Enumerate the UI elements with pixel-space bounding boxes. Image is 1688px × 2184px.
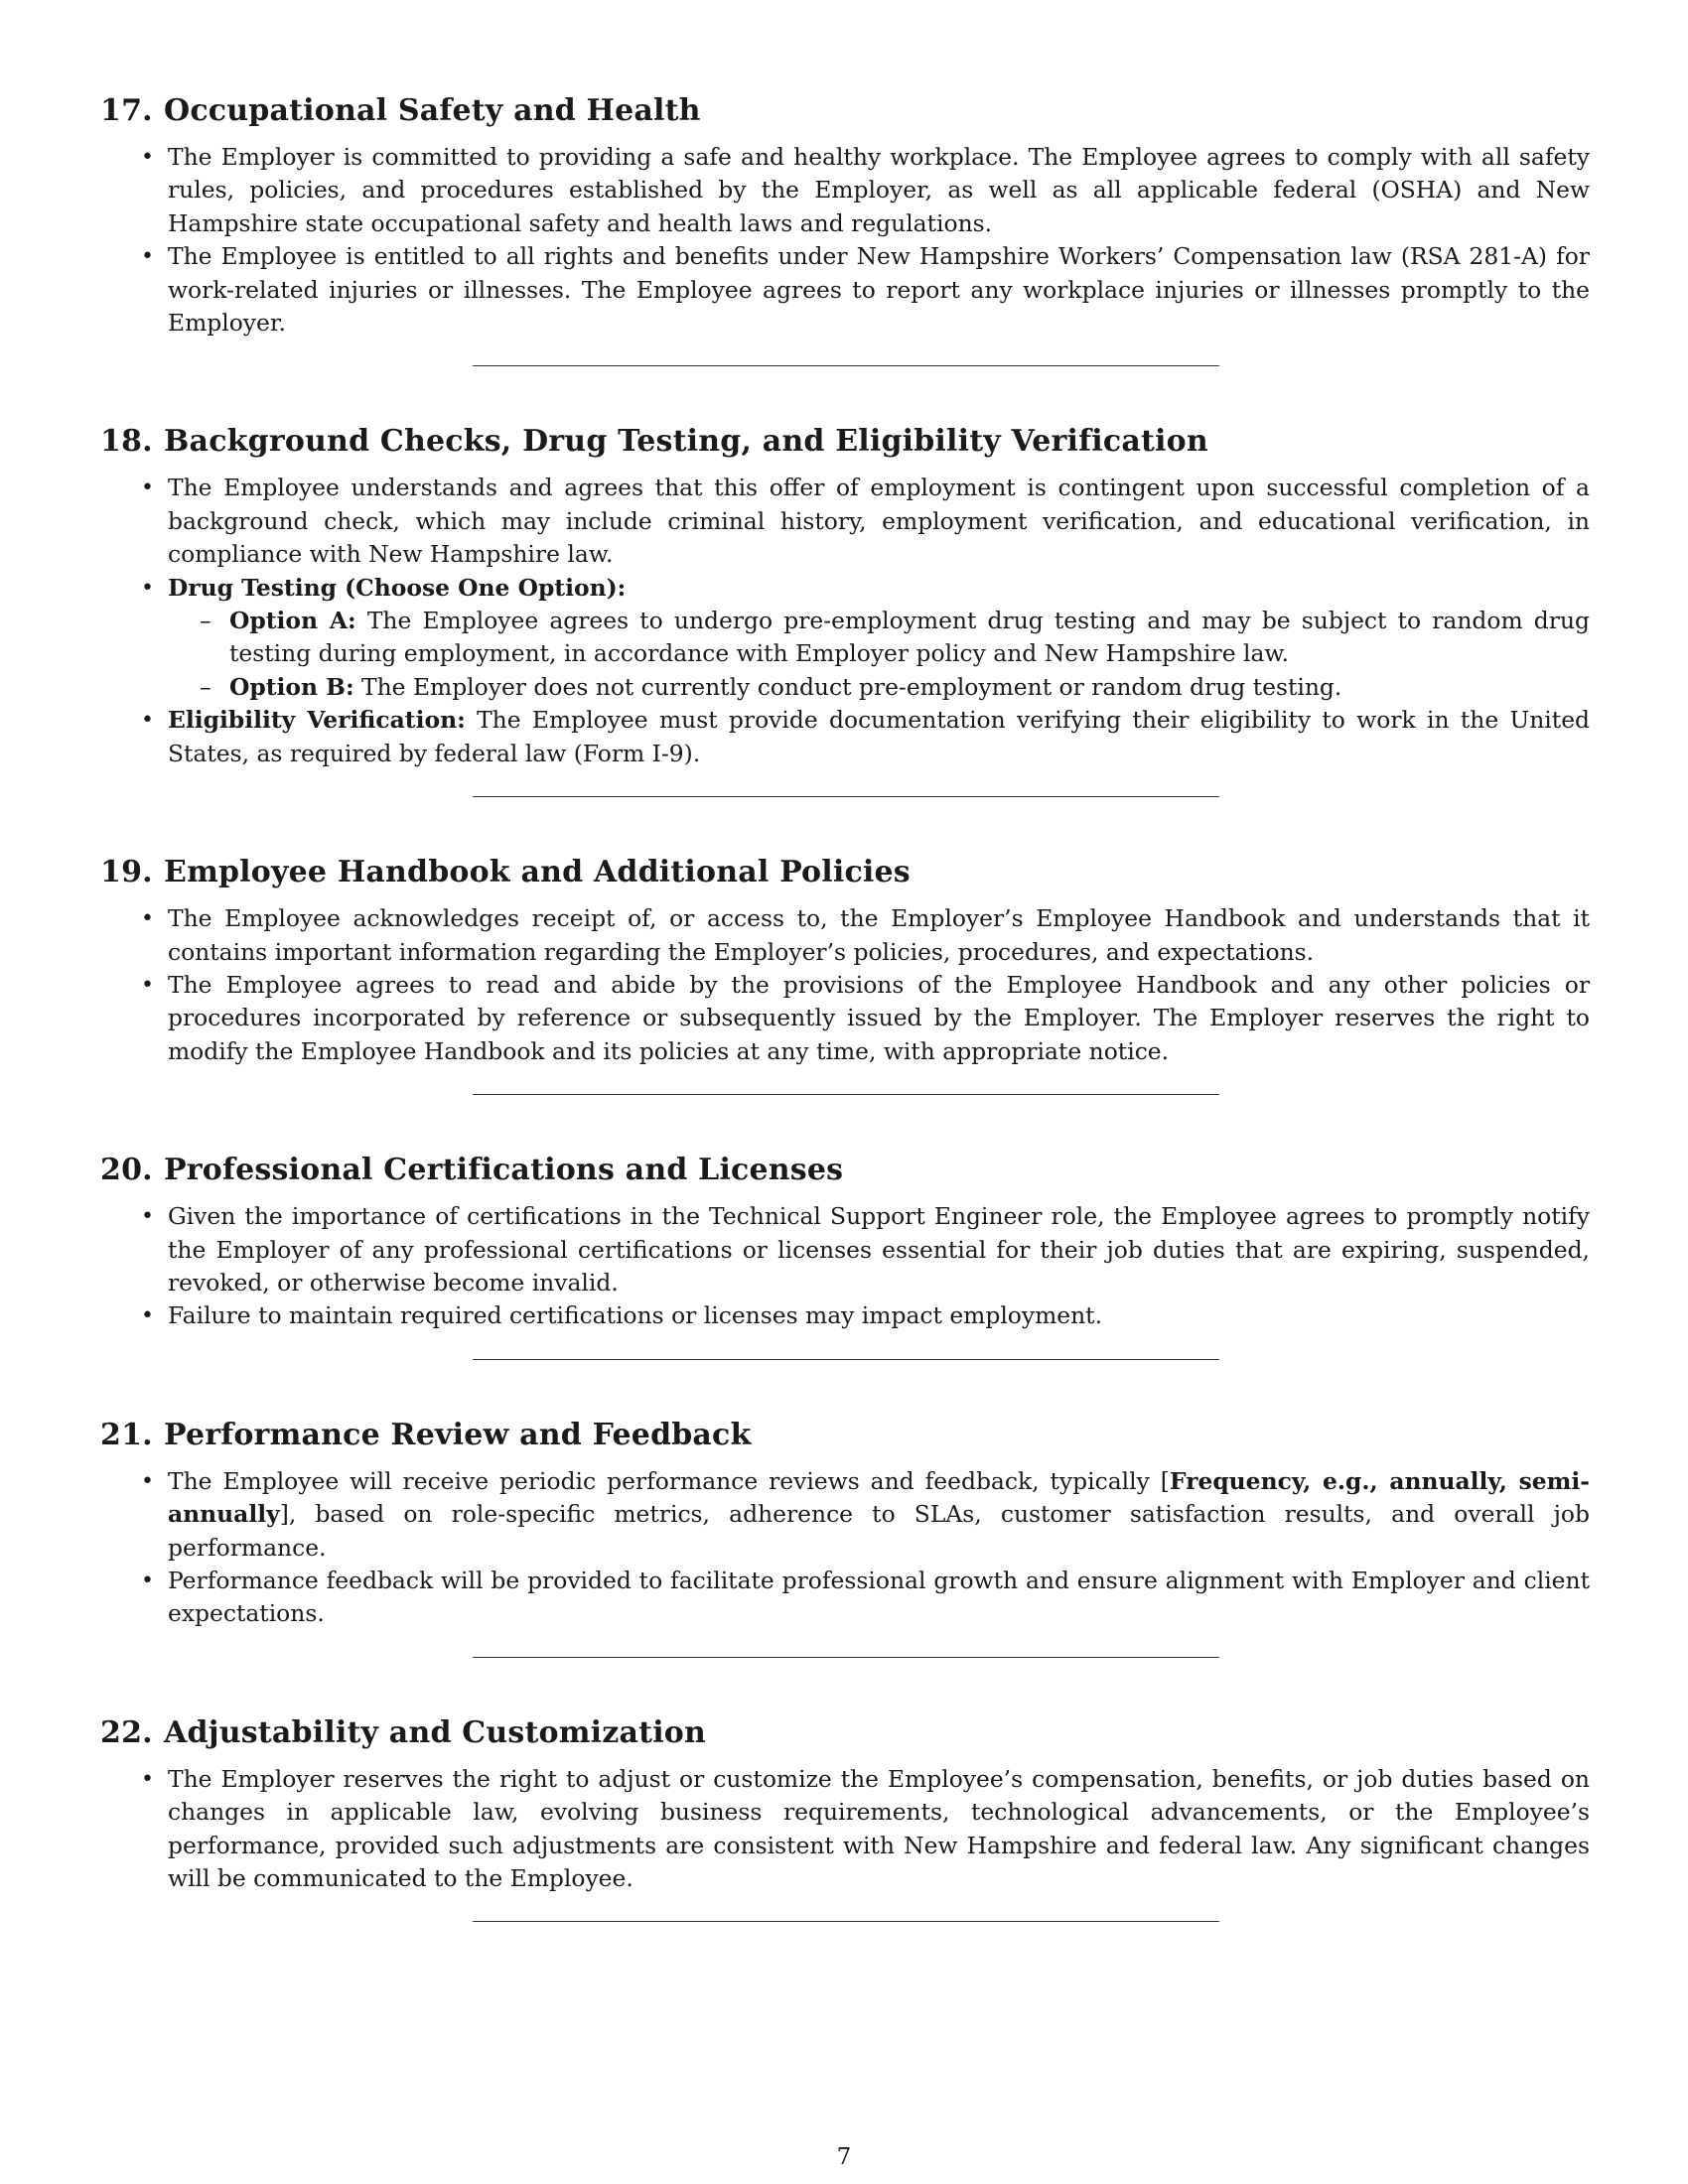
list-item: • Failure to maintain required certifications or licenses may impact employment. [168,1299,1590,1332]
section-19 [100,853,1590,1068]
section-heading [100,1416,1590,1455]
bullet-list [100,1200,1590,1333]
list-item: • The Employee agrees to read and abide by the provisions of the Employee Handbook and any other policies or procedures incorporated by reference or subsequently issued by the Employer. The Employer reserves the right to modify the Employee Handbook and its policies at any time, with appropriate notice. [168,969,1590,1068]
section-heading [100,853,1590,892]
eligibility-text: The Employee must provide documentation verifying their eligibility to work in the United States, as required by federal law (Form I-9). [168,706,1591,767]
section-title: Background Checks, Drug Testing, and Eligibility Verification [164,424,1208,460]
section-number: 19. [100,855,153,890]
section-number: 22. [100,1714,153,1750]
page-number: 7 [836,2144,852,2170]
section-21 [100,1416,1590,1631]
bullet-list [100,1763,1590,1896]
list-item: • The Employee is entitled to all rights and benefits under New Hampshire Workers’ Compensation law (RSA 281-A) for work-related injuries or illnesses. The Employee agrees to report any workplace injuries or illnesses promptly to the Employer. [168,240,1590,340]
list-item: • Given the importance of certifications in the Technical Support Engineer role, the Employee agrees to promptly notify the Employer of any professional certifications or licenses essential for their job duties that are expiring, suspended, revoked, or otherwise become invalid. [168,1200,1590,1299]
review-text-post: ], based on role-specific metrics, adherence to SLAs, customer satisfaction results, and overall job performance. [168,1500,1590,1562]
frequency-placeholder: Frequency, e.g., annually, semi-annually [168,1466,1590,1529]
section-divider [473,796,1219,797]
option-label: Option A: [229,607,356,635]
section-heading [100,91,1590,131]
section-divider [473,1359,1219,1360]
section-22 [100,1713,1590,1896]
bullet-list [100,1465,1590,1631]
section-20 [100,1151,1590,1333]
section-title: Professional Certifications and Licenses [164,1153,844,1188]
section-title: Performance Review and Feedback [164,1417,752,1452]
section-number: 17. [100,93,153,128]
option-label: Option B: [229,672,354,701]
option-text: The Employee agrees to undergo pre-employment drug testing and may be subject to random drug testing during employment, in accordance with Employer policy and New Hampshire law. [229,607,1590,668]
bullet-list [100,902,1590,1068]
drug-testing-label: Drug Testing (Choose One Option): [168,573,627,602]
list-item-drug-testing [168,572,1590,705]
list-item: • The Employee understands and agrees that this offer of employment is contingent upon successful completion of a background check, which may include criminal history, employment verification, and educational verification, in compliance with New Hampshire law. [168,472,1590,571]
section-divider [473,365,1219,366]
option-b [229,671,1590,704]
section-number: 20. [100,1153,153,1188]
list-item: • The Employee acknowledges receipt of, or access to, the Employer’s Employee Handbook and understands that it contains important information regarding the Employer’s policies, procedures, and expectations. [168,902,1590,969]
list-item: • The Employer reserves the right to adjust or customize the Employee’s compensation, benefits, or job duties based on changes in applicable law, evolving business requirements, technological advancements, or the Employee’s performance, provided such adjustments are consistent with New Hampshire and federal law. Any significant changes will be communicated to the Employee. [168,1763,1590,1896]
bullet-list [100,472,1590,770]
option-text: The Employer does not currently conduct pre-employment or random drug testing. [361,672,1342,701]
section-heading [100,1151,1590,1190]
list-item-review-frequency [168,1465,1590,1565]
section-title: Adjustability and Customization [164,1714,707,1750]
list-item-eligibility [168,704,1590,770]
document-page [100,91,1590,1922]
section-18 [100,422,1590,770]
section-divider [473,1094,1219,1095]
section-divider [473,1657,1219,1658]
option-a [229,605,1590,671]
option-list [168,605,1590,704]
section-title: Employee Handbook and Additional Policies [164,855,911,890]
review-text-pre: The Employee will receive periodic performance reviews and feedback, typically [ [168,1466,1170,1495]
bullet-list [100,141,1590,340]
section-number: 18. [100,424,153,460]
section-title: Occupational Safety and Health [164,93,701,128]
eligibility-label: Eligibility Verification: [168,706,466,735]
section-divider [473,1921,1219,1922]
list-item: • Performance feedback will be provided to facilitate professional growth and ensure alignment with Employer and client expectations. [168,1565,1590,1631]
section-heading [100,422,1590,462]
section-17 [100,91,1590,340]
section-heading [100,1713,1590,1753]
section-number: 21. [100,1417,153,1452]
list-item: • The Employer is committed to providing a safe and healthy workplace. The Employee agrees to comply with all safety rules, policies, and procedures established by the Employer, as well as all applicable federal (OSHA) and New Hampshire state occupational safety and health laws and regulations. [168,141,1590,240]
